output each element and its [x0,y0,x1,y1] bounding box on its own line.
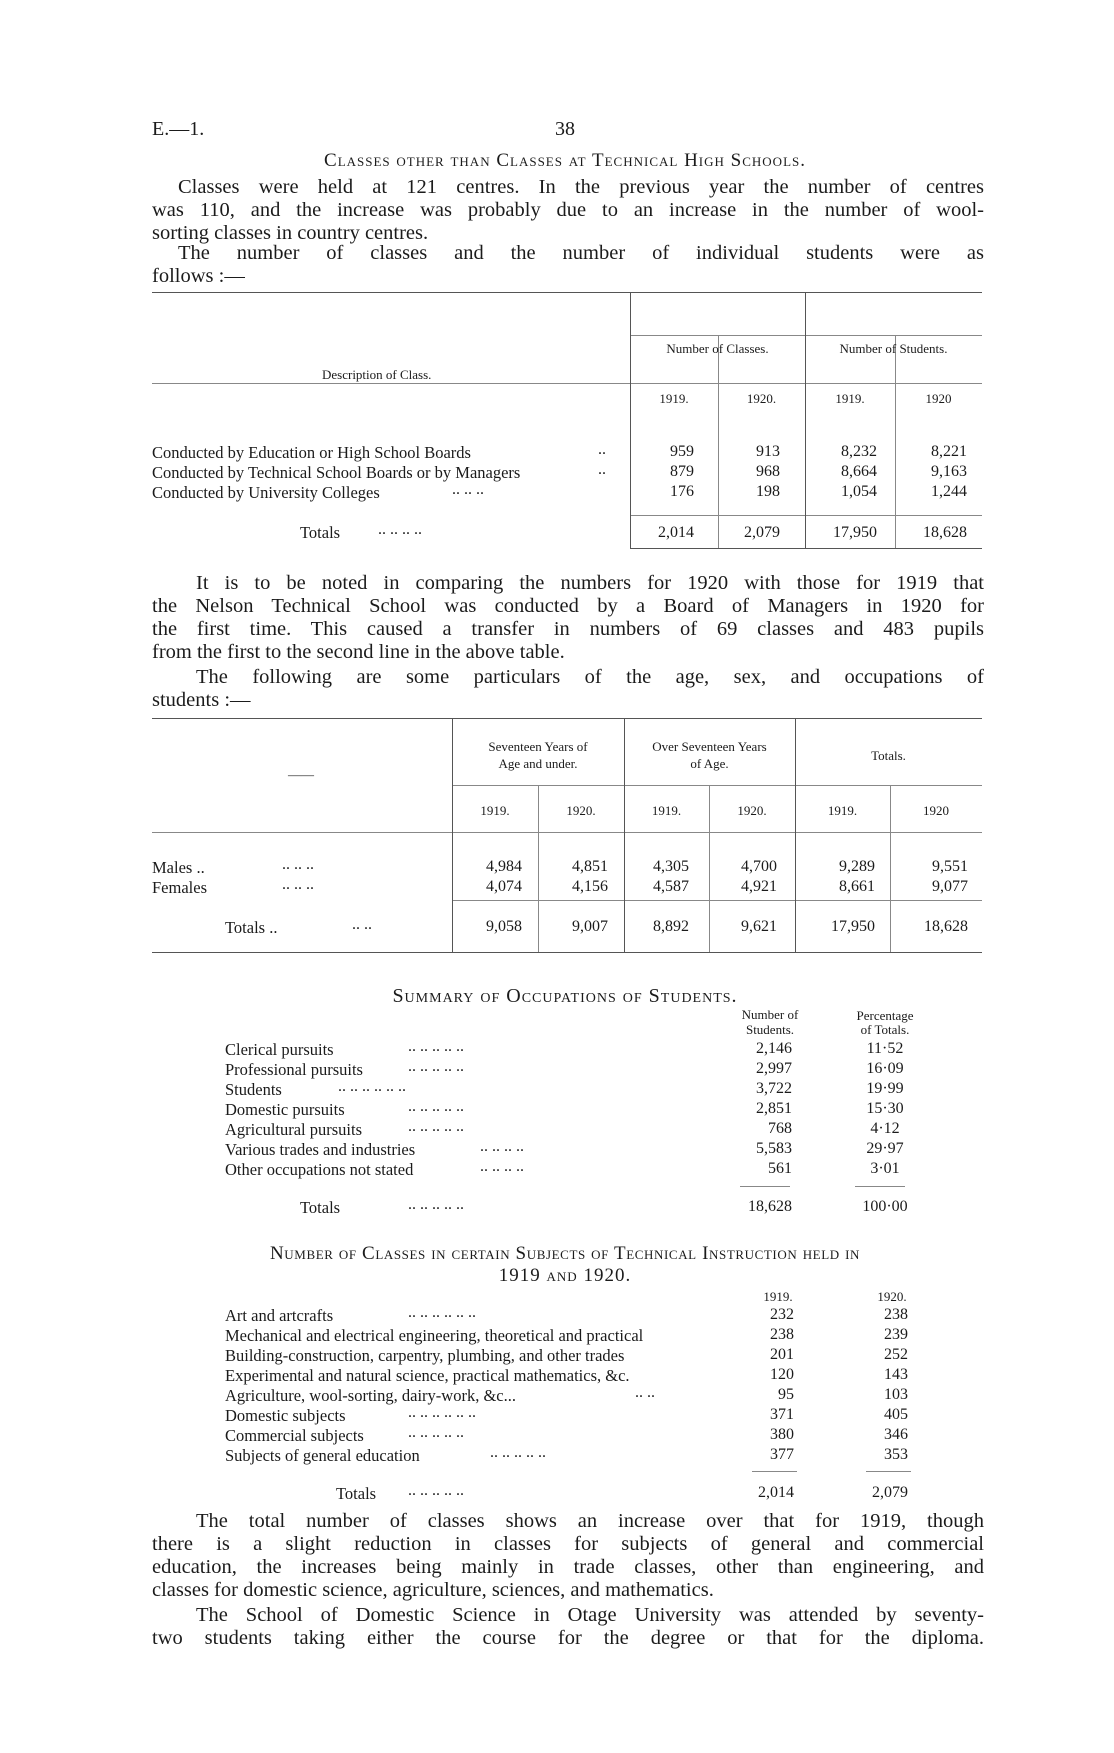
cell-value: 768 [768,1120,792,1137]
table-rule [152,718,982,719]
paragraph-domestic-science [152,1604,984,1650]
cell-value: 9,551 [932,858,968,875]
row-leader: .. .. .. .. .. [408,1058,464,1075]
cell-value: 3·01 [870,1160,900,1177]
cell-value: 4·12 [870,1120,900,1137]
column-header-totals: Totals. [871,748,906,763]
paragraph-line: from the first to the second line in the above table. [152,641,565,663]
table-rule [152,832,982,833]
cell-value: 18,628 [748,1198,792,1215]
section-title-occupations: Summary of Occupations of Students. [392,985,738,1007]
cell-value: 5,583 [756,1140,792,1157]
cell-value: 8,664 [841,463,877,480]
row-label: Agricultural pursuits [225,1120,363,1139]
cell-value: 968 [756,463,780,480]
cell-value: 252 [884,1346,908,1363]
sum-rule [740,1186,790,1187]
cell-value: 1,244 [931,483,967,500]
row-label: Totals .. [225,918,278,937]
row-label: Commercial subjects [225,1426,364,1445]
row-label: Conducted by University Colleges [152,483,380,502]
table-rule [630,292,631,548]
row-label: Other occupations not stated [225,1160,414,1179]
cell-value: 4,700 [741,858,777,875]
cell-value: 353 [884,1446,908,1463]
paragraph-centres [152,176,984,245]
row-leader: .. .. [352,916,372,933]
row-label: Building-construction, carpentry, plumbing, and other trades [225,1346,625,1365]
row-leader: .. .. .. .. .. .. [408,1404,476,1421]
paragraph-line: students :— [152,689,251,711]
cell-value: 9,058 [486,918,522,935]
table-rule [630,515,982,516]
cell-value: 9,621 [741,918,777,935]
row-label: Mechanical and electrical engineering, theoretical and practical [225,1326,644,1345]
column-header-classes: Number of Classes. [666,341,769,356]
year-header: 1920 [923,803,949,818]
row-label: Art and artcrafts [225,1306,334,1325]
cell-value: 405 [884,1406,908,1423]
cell-value: 2,079 [872,1484,908,1501]
cell-value: 100·00 [862,1198,908,1215]
cell-value: 238 [884,1306,908,1323]
paragraph-line: It is to be noted in comparing the numbers for 1920 with those for 1919 that [196,572,984,594]
cell-value: 8,221 [931,443,967,460]
row-leader: .. .. .. .. .. [408,1038,464,1055]
paragraph-total-classes [152,1510,984,1602]
row-label: Clerical pursuits [225,1040,334,1059]
cell-value: 346 [884,1426,908,1443]
paragraph-line: The School of Domestic Science in Otage University was attended by seventy- [196,1604,984,1626]
paragraph-line: the first time. This caused a transfer in numbers of 69 classes and 483 pupils [152,618,984,640]
cell-value: 4,921 [741,878,777,895]
row-label: Students [225,1080,282,1099]
paragraph-line: was 110, and the increase was probably due to an increase in the number of wool- [152,199,984,221]
paragraph-line: there is a slight reduction in classes for subjects of general and commercial [152,1533,984,1555]
sum-rule [855,1186,905,1187]
table-rule [718,335,719,548]
cell-value: 913 [756,443,780,460]
cell-value: 2,997 [756,1060,792,1077]
cell-value: 8,232 [841,443,877,460]
section-title-subjects: Number of Classes in certain Subjects of Technical Instruction held in [269,1243,861,1264]
cell-value: 2,079 [744,524,780,541]
paragraph-line: follows :— [152,265,245,287]
cell-value: 18,628 [924,918,968,935]
row-label: Various trades and industries [225,1140,416,1159]
cell-value: 4,587 [653,878,689,895]
report-reference: E.—1. [152,118,205,140]
column-header-description: Description of Class. [322,367,432,382]
cell-value: 95 [778,1386,794,1403]
cell-value: 561 [768,1160,792,1177]
cell-value: 18,628 [923,524,967,541]
cell-value: 4,851 [572,858,608,875]
row-label: Subjects of general education [225,1446,420,1465]
row-leader: .. .. .. .. .. [408,1482,464,1499]
section-title-subjects-years: 1919 and 1920. [498,1265,632,1286]
paragraph-line: two students taking either the course for the degree or that for the diploma. [152,1627,984,1649]
year-header: 1920. [737,803,767,818]
table-rule [452,785,982,786]
paragraph-line: sorting classes in country centres. [152,222,429,244]
column-header-percentage [835,1009,935,1037]
column-header-students: Number of Students. [839,341,948,356]
column-header-stub: —— [288,767,314,782]
header-line: of Age. [690,756,729,771]
row-label: Conducted by Technical School Boards or by Managers [152,463,521,482]
cell-value: 11·52 [866,1040,904,1057]
cell-value: 1,054 [841,483,877,500]
table-rule [152,383,982,384]
cell-value: 4,984 [486,858,522,875]
header-line: Students. [745,1022,795,1037]
table-rule [452,900,982,901]
cell-value: 239 [884,1326,908,1343]
row-leader: .. [598,461,606,478]
row-leader: .. .. .. .. [378,521,422,538]
header-line: Seventeen Years of [488,739,588,754]
cell-value: 4,156 [572,878,608,895]
year-header: 1920. [566,803,596,818]
cell-value: 8,661 [839,878,875,895]
year-header: 1919. [659,391,689,406]
paragraph-line: Classes were held at 121 centres. In the previous year the number of centres [178,176,984,198]
row-leader: .. .. .. [452,481,484,498]
cell-value: 9,077 [932,878,968,895]
row-leader: .. [598,441,606,458]
table-rule [630,548,982,549]
cell-value: 3,722 [756,1080,792,1097]
row-label: Professional pursuits [225,1060,363,1079]
table-rule [152,292,982,293]
year-header: 1919. [835,391,865,406]
row-label: Males .. [152,858,205,877]
sum-rule [752,1471,797,1472]
paragraph-particulars [152,666,984,712]
cell-value: 2,851 [756,1100,792,1117]
paragraph-line: the Nelson Technical School was conducted by a Board of Managers in 1920 for [152,595,984,617]
cell-value: 9,163 [931,463,967,480]
row-leader: .. .. .. .. .. [490,1444,546,1461]
paragraph-line: The following are some particulars of the age, sex, and occupations of [196,666,984,688]
column-header-over-seventeen [624,738,795,772]
row-label: Experimental and natural science, practical mathematics, &c. [225,1366,630,1385]
year-header: 1919. [827,803,858,818]
sum-rule [866,1471,911,1472]
cell-value: 377 [770,1446,794,1463]
cell-value: 4,074 [486,878,522,895]
cell-value: 9,289 [839,858,875,875]
row-leader: .. .. .. .. .. [408,1424,464,1441]
cell-value: 238 [770,1326,794,1343]
row-leader: .. .. .. [282,876,314,893]
cell-value: 9,007 [572,918,608,935]
table-rule [630,335,982,336]
header-line: Number of [741,1007,799,1022]
cell-value: 4,305 [653,858,689,875]
row-label: Females [152,878,207,897]
table-rule [895,335,896,548]
page-number: 38 [555,118,575,140]
header-line: Over Seventeen Years [652,739,767,754]
row-leader: .. .. .. .. [480,1138,524,1155]
table-rule [152,952,982,953]
row-label: Conducted by Education or High School Boards [152,443,471,462]
paragraph-line: The total number of classes shows an increase over that for 1919, though [196,1510,984,1532]
paragraph-number-of-classes [152,242,984,288]
cell-value: 103 [884,1386,908,1403]
row-leader: .. .. .. .. .. [408,1196,464,1213]
year-header: 1920. [877,1289,907,1304]
cell-value: 2,014 [758,1484,794,1501]
row-leader: .. .. .. .. .. .. [408,1304,476,1321]
row-leader: .. .. .. .. .. [408,1118,464,1135]
cell-value: 17,950 [833,524,877,541]
cell-value: 29·97 [866,1140,904,1157]
year-header: 1919. [763,1289,793,1304]
cell-value: 232 [770,1306,794,1323]
row-label: Domestic pursuits [225,1100,345,1119]
column-header-number [720,1007,820,1037]
cell-value: 380 [770,1426,794,1443]
paragraph-line: The number of classes and the number of individual students were as [178,242,984,264]
cell-value: 2,014 [658,524,694,541]
section-title-classes: Classes other than Classes at Technical High Schools. [324,150,806,171]
header-line: of Totals. [860,1022,910,1037]
row-leader: .. .. .. [282,856,314,873]
column-header-seventeen-under [452,738,624,772]
row-label: Agriculture, wool-sorting, dairy-work, &c... [225,1386,516,1405]
paragraph-line: classes for domestic science, agriculture, sciences, and mathematics. [152,1579,714,1601]
cell-value: 959 [670,443,694,460]
year-header: 1920. [746,391,777,406]
row-leader: .. .. [635,1384,655,1401]
header-line: Percentage [856,1008,914,1023]
row-leader: .. .. .. .. [480,1158,524,1175]
row-leader: .. .. .. .. .. .. [338,1078,406,1095]
row-leader: .. .. .. .. .. [408,1098,464,1115]
year-header: 1920 [925,391,952,406]
row-label: Totals [300,523,341,542]
cell-value: 17,950 [831,918,875,935]
paragraph-nelson [152,572,984,664]
cell-value: 16·09 [866,1060,904,1077]
year-header: 1919. [480,803,510,818]
cell-value: 201 [770,1346,794,1363]
row-label: Domestic subjects [225,1406,346,1425]
cell-value: 879 [670,463,694,480]
paragraph-line: education, the increases being mainly in trade classes, other than engineering, and [152,1556,984,1578]
header-line: Age and under. [498,756,578,771]
year-header: 1919. [651,803,682,818]
cell-value: 2,146 [756,1040,792,1057]
cell-value: 8,892 [653,918,689,935]
cell-value: 120 [770,1366,794,1383]
cell-value: 176 [670,483,694,500]
cell-value: 198 [756,483,780,500]
row-label: Totals [300,1198,341,1217]
cell-value: 15·30 [866,1100,904,1117]
row-label: Totals [336,1484,377,1503]
cell-value: 143 [884,1366,908,1383]
cell-value: 371 [770,1406,794,1423]
table-rule [805,292,806,548]
cell-value: 19·99 [866,1080,904,1097]
